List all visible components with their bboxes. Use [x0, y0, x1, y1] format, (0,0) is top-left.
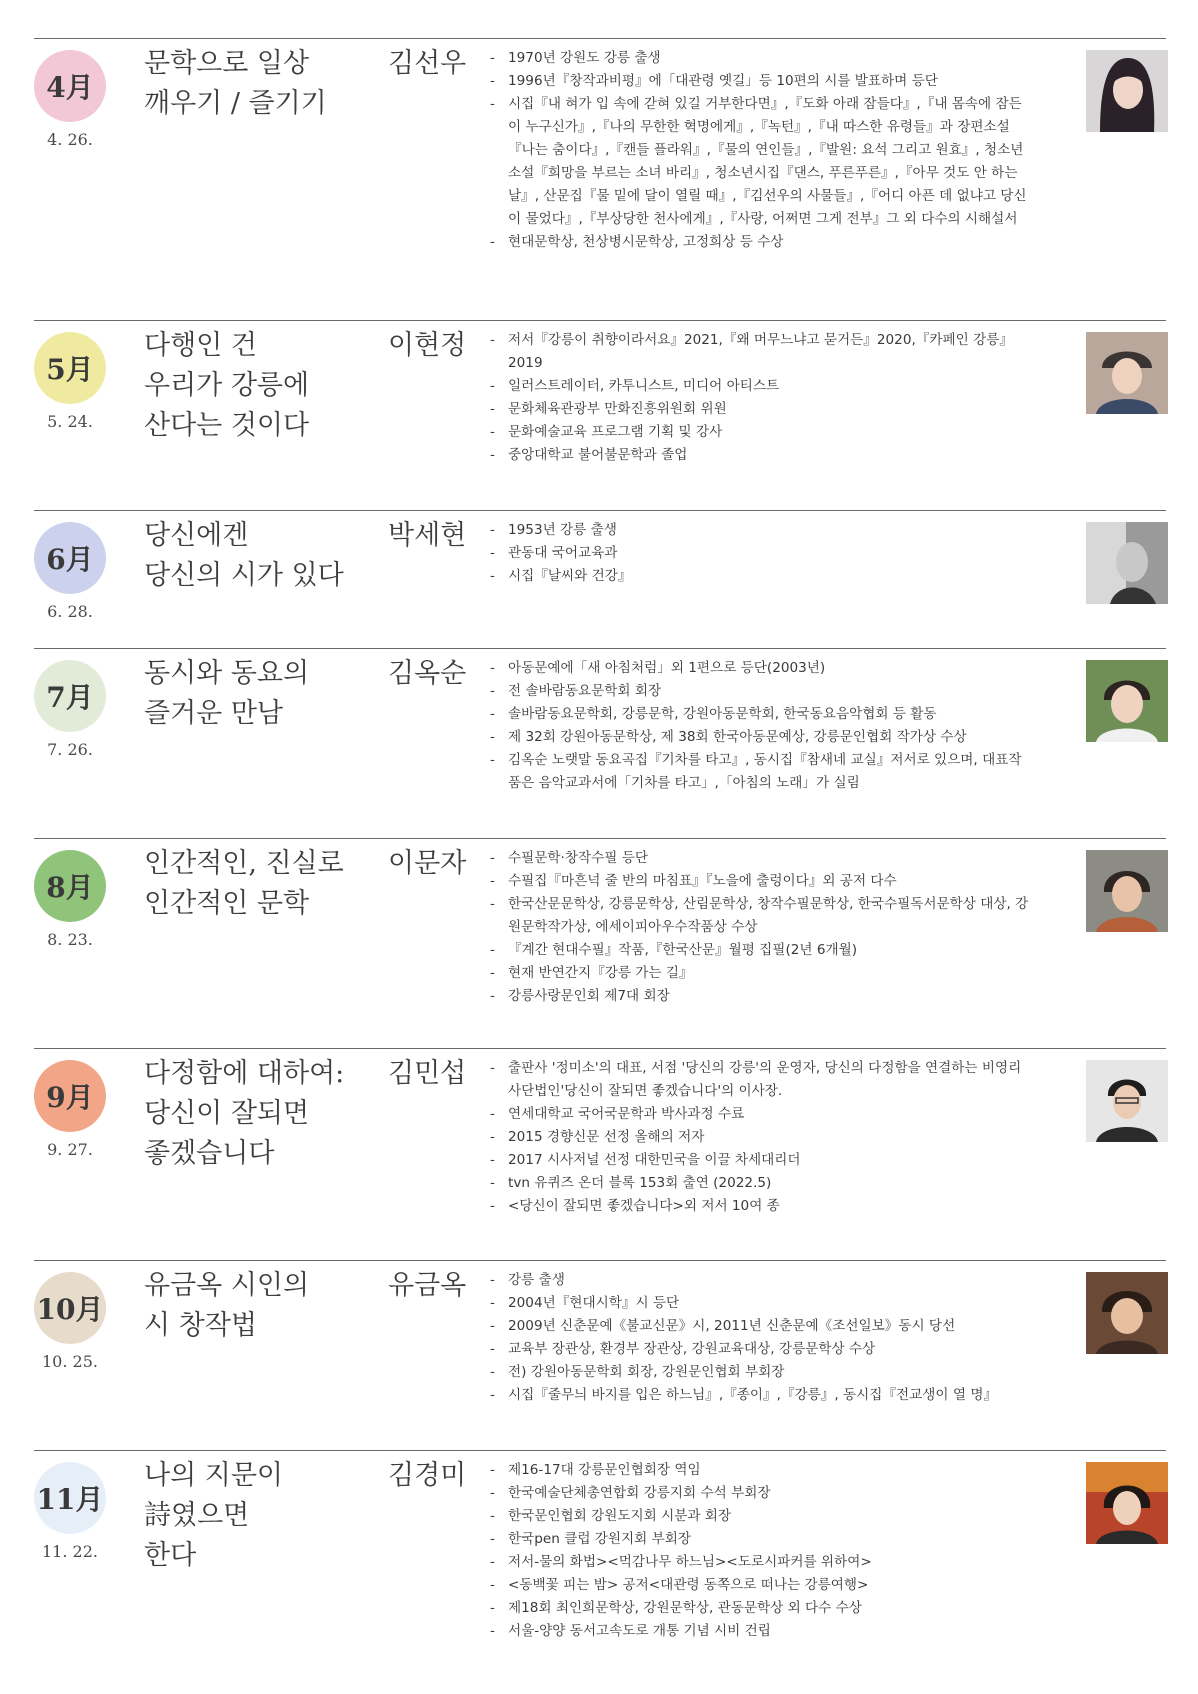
bio-item: - 전) 강원아동문학회 회장, 강원문인협회 부회장 — [490, 1361, 1030, 1384]
month-badge: 9月 — [34, 1060, 106, 1132]
author-photo — [1086, 1272, 1168, 1354]
author-photo — [1086, 522, 1168, 604]
title-line: 시 창작법 — [144, 1310, 257, 1341]
bio-item: - 교육부 장관상, 환경부 장관상, 강원교육대상, 강릉문학상 수상 — [490, 1338, 1030, 1361]
author-name: 김옥순 — [388, 658, 467, 689]
title-line: 당신이 잘되면 — [144, 1098, 310, 1129]
bio-item: - 저서『강릉이 취향이라서요』2021,『왜 머무느냐고 묻거든』2020,『카페인 강릉』2019 — [490, 329, 1030, 375]
author-bio — [490, 1057, 1030, 1218]
row-divider — [34, 1450, 1166, 1451]
title-line: 유금옥 시인의 — [144, 1270, 310, 1301]
bio-item: - <당신이 잘되면 좋겠습니다>외 저서 10여 종 — [490, 1195, 1030, 1218]
month-badge: 10月 — [34, 1272, 106, 1344]
title-line: 인간적인 문학 — [144, 888, 310, 919]
author-name: 유금옥 — [388, 1270, 467, 1301]
bio-item: - 연세대학교 국어국문학과 박사과정 수료 — [490, 1103, 1030, 1126]
author-name: 김경미 — [388, 1460, 467, 1491]
title-line: 즐거운 만남 — [144, 698, 283, 729]
month-badge: 7月 — [34, 660, 106, 732]
bio-item: - 한국예술단체총연합회 강릉지회 수석 부회장 — [490, 1482, 1030, 1505]
author-bio — [490, 1269, 1030, 1407]
title-line: 동시와 동요의 — [144, 658, 310, 689]
title-line: 당신의 시가 있다 — [144, 560, 344, 591]
bio-item: - 출판사 '정미소'의 대표, 서점 '당신의 강릉'의 운영자, 당신의 다정함을 연결하는 비영리 사단법인'당신이 잘되면 좋겠습니다'의 이사장. — [490, 1057, 1030, 1103]
month-badge: 4月 — [34, 50, 106, 122]
session-date: 6. 28. — [47, 602, 93, 621]
session-date: 4. 26. — [47, 130, 93, 149]
title-line: 우리가 강릉에 — [144, 370, 310, 401]
title-line: 詩였으면 — [144, 1500, 250, 1531]
author-photo — [1086, 1462, 1168, 1544]
title-line: 깨우기 / 즐기기 — [144, 88, 327, 119]
bio-item: - 강릉사랑문인회 제7대 회장 — [490, 985, 1030, 1008]
bio-item: - 문화체육관광부 만화진흥위원회 위원 — [490, 398, 1030, 421]
author-name: 이현정 — [388, 330, 467, 361]
author-photo — [1086, 850, 1168, 932]
author-bio — [490, 1459, 1030, 1643]
bio-item: - 관동대 국어교육과 — [490, 542, 1030, 565]
title-line: 좋겠습니다 — [144, 1138, 275, 1169]
title-line: 당신에겐 — [144, 520, 249, 551]
bio-item: - 솔바람동요문학회, 강릉문학, 강원아동문학회, 한국동요음악협회 등 활동 — [490, 703, 1030, 726]
bio-item: - 한국pen 클럽 강원지회 부회장 — [490, 1528, 1030, 1551]
author-photo — [1086, 660, 1168, 742]
bio-item: - 2015 경향신문 선정 올해의 저자 — [490, 1126, 1030, 1149]
bio-item: - 중앙대학교 불어불문학과 졸업 — [490, 444, 1030, 467]
month-badge: 8月 — [34, 850, 106, 922]
month-badge: 5月 — [34, 332, 106, 404]
row-divider — [34, 1260, 1166, 1261]
row-divider — [34, 648, 1166, 649]
session-title — [144, 1054, 374, 1174]
bio-item: - 현대문학상, 천상병시문학상, 고정희상 등 수상 — [490, 231, 1030, 254]
bio-item: - 1996년『창작과비평』에「대관령 옛길」등 10편의 시를 발표하며 등단 — [490, 70, 1030, 93]
bio-item: - 시집『내 혀가 입 속에 갇혀 있길 거부한다면』,『도화 아래 잠들다』,『내 몸속에 잠든 이 누구신가』,『나의 무한한 혁명에게』,『녹턴』,『내 따스한 유령들』과 장편소설『나는 춤이다』,『캔들 플라워』,『물의 연인들』,『발원: 요석 그리고 원효』, 청소년소설『희망을 부르는 소녀 바리』, 청소년시집『댄스, 푸른푸른』,『아무 것도 안 하는 날』, 산문집『물 밑에 달이 열릴 때』,『김선우의 사물들』,『어디 아픈 데 없냐고 당신이 물었다』,『부상당한 천사에게』,『사랑, 어쩌면 그게 전부』그 외 다수의 시해설서 — [490, 93, 1030, 231]
author-photo — [1086, 332, 1168, 414]
author-bio — [490, 847, 1030, 1008]
bio-item: - 전 솔바람동요문학회 회장 — [490, 680, 1030, 703]
session-date: 11. 22. — [42, 1542, 98, 1561]
month-badge: 6月 — [34, 522, 106, 594]
bio-item: - 2004년『현대시학』시 등단 — [490, 1292, 1030, 1315]
author-photo — [1086, 50, 1168, 132]
bio-item: - 문화예술교육 프로그램 기획 및 강사 — [490, 421, 1030, 444]
author-name: 박세현 — [388, 520, 467, 551]
row-divider — [34, 38, 1166, 39]
bio-item: - 제18회 최인희문학상, 강원문학상, 관동문학상 외 다수 수상 — [490, 1597, 1030, 1620]
bio-item: - 아동문예에「새 아침처럼」외 1편으로 등단(2003년) — [490, 657, 1030, 680]
author-bio — [490, 329, 1030, 467]
row-divider — [34, 510, 1166, 511]
session-date: 7. 26. — [47, 740, 93, 759]
session-title — [144, 516, 374, 596]
session-date: 5. 24. — [47, 412, 93, 431]
title-line: 문학으로 일상 — [144, 48, 310, 79]
title-line: 나의 지문이 — [144, 1460, 283, 1491]
bio-item: - 저서-물의 화법><먹감나무 하느님><도로시파커를 위하여> — [490, 1551, 1030, 1574]
bio-item: - 한국산문문학상, 강릉문학상, 산림문학상, 창작수필문학상, 한국수필독서문학상 대상, 강원문학작가상, 에세이피아우수작품상 수상 — [490, 893, 1030, 939]
bio-item: - 시집『줄무늬 바지를 입은 하느님』,『종이』,『강릉』, 동시집『전교생이 열 명』 — [490, 1384, 1030, 1407]
bio-item: - 2017 시사저널 선정 대한민국을 이끌 차세대리더 — [490, 1149, 1030, 1172]
bio-item: - 시집『날씨와 건강』 — [490, 565, 1030, 588]
session-date: 8. 23. — [47, 930, 93, 949]
title-line: 산다는 것이다 — [144, 410, 310, 441]
author-bio — [490, 657, 1030, 795]
row-divider — [34, 838, 1166, 839]
month-badge: 11月 — [34, 1462, 106, 1534]
bio-item: - 김옥순 노랫말 동요곡집『기차를 타고』, 동시집『참새네 교실』저서로 있으며, 대표작품은 음악교과서에「기차를 타고」,「아침의 노래」가 실림 — [490, 749, 1030, 795]
bio-item: - 일러스트레이터, 카투니스트, 미디어 아티스트 — [490, 375, 1030, 398]
title-line: 인간적인, 진실로 — [144, 848, 344, 879]
bio-item: - 제 32회 강원아동문학상, 제 38회 한국아동문예상, 강릉문인협회 작가상 수상 — [490, 726, 1030, 749]
session-title — [144, 654, 374, 734]
bio-item: - tvn 유퀴즈 온더 블록 153회 출연 (2022.5) — [490, 1172, 1030, 1195]
bio-item: - 1970년 강원도 강릉 출생 — [490, 47, 1030, 70]
bio-item: - 『계간 현대수필』작품,『한국산문』월평 집필(2년 6개월) — [490, 939, 1030, 962]
author-bio — [490, 519, 1030, 588]
row-divider — [34, 1048, 1166, 1049]
bio-item: - 수필문학·창작수필 등단 — [490, 847, 1030, 870]
author-bio — [490, 47, 1030, 254]
bio-item: - 현재 반연간지『강릉 가는 길』 — [490, 962, 1030, 985]
session-title — [144, 326, 374, 446]
title-line: 다정함에 대하여: — [144, 1058, 345, 1089]
session-title — [144, 1456, 374, 1576]
session-title — [144, 844, 374, 924]
bio-item: - 한국문인협회 강원도지회 시분과 회장 — [490, 1505, 1030, 1528]
author-name: 김민섭 — [388, 1058, 467, 1089]
bio-item: - 제16-17대 강릉문인협회장 역임 — [490, 1459, 1030, 1482]
session-title — [144, 1266, 374, 1346]
session-date: 10. 25. — [42, 1352, 98, 1371]
bio-item: - <동백꽃 피는 밤> 공저<대관령 동쪽으로 떠나는 강릉여행> — [490, 1574, 1030, 1597]
session-date: 9. 27. — [47, 1140, 93, 1159]
title-line: 한다 — [144, 1540, 197, 1571]
bio-item: - 1953년 강릉 출생 — [490, 519, 1030, 542]
row-divider — [34, 320, 1166, 321]
bio-item: - 강릉 출생 — [490, 1269, 1030, 1292]
bio-item: - 서울-양양 동서고속도로 개통 기념 시비 건립 — [490, 1620, 1030, 1643]
bio-item: - 2009년 신춘문예《불교신문》시, 2011년 신춘문예《조선일보》동시 당선 — [490, 1315, 1030, 1338]
author-name: 이문자 — [388, 848, 467, 879]
author-photo — [1086, 1060, 1168, 1142]
session-title — [144, 44, 374, 124]
title-line: 다행인 건 — [144, 330, 257, 361]
author-name: 김선우 — [388, 48, 467, 79]
bio-item: - 수필집『마흔넉 줄 반의 마침표』『노을에 출렁이다』외 공저 다수 — [490, 870, 1030, 893]
